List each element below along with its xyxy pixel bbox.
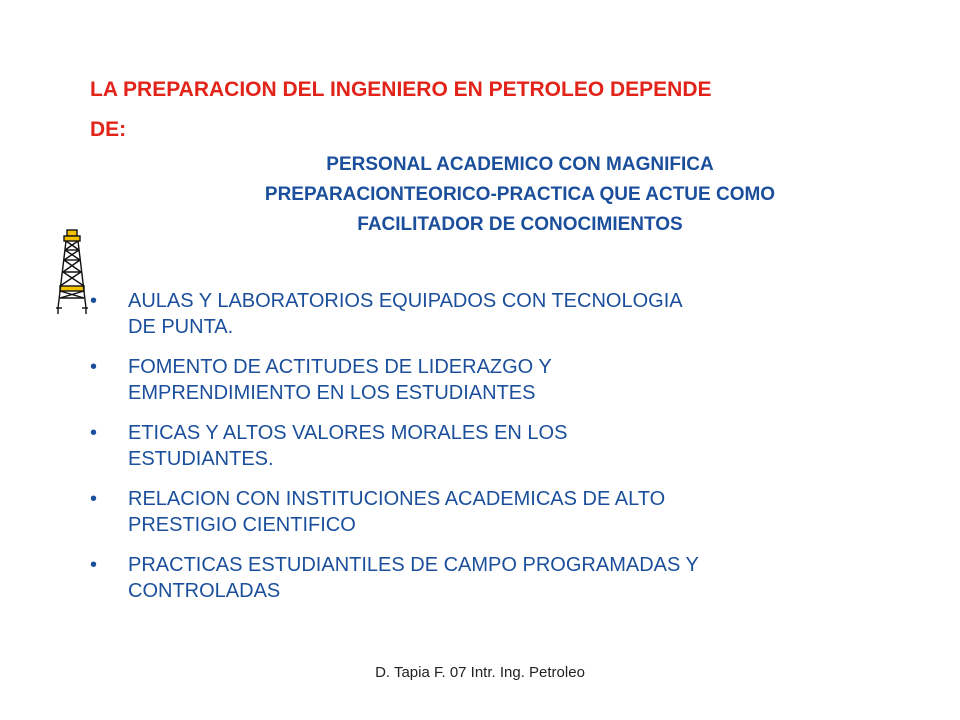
bullet-marker: • [90,290,98,312]
list-item-line-2: ESTUDIANTES. [128,448,274,470]
bullet-list [90,288,920,618]
subhead-line-2: PREPARACIONTEORICO-PRACTICA QUE ACTUE COMO [264,184,776,205]
oil-derrick-icon [54,228,90,314]
list-item-line-1: ETICAS Y ALTOS VALORES MORALES EN LOS [128,422,568,444]
list-item-line-1: FOMENTO DE ACTITUDES DE LIDERAZGO Y [128,356,552,378]
list-item-line-2: DE PUNTA. [128,316,234,338]
list-item-line-1: RELACION CON INSTITUCIONES ACADEMICAS DE ALTO [128,488,666,510]
list-item-line-2: CONTROLADAS [128,580,281,602]
list-item [90,486,920,538]
bullet-marker: • [90,356,98,378]
bullet-marker: • [90,554,98,576]
list-item [90,354,920,406]
list-item-line-2: EMPRENDIMIENTO EN LOS ESTUDIANTES [128,382,536,404]
heading-line-1: LA PREPARACION DEL INGENIERO EN PETROLEO DEPENDE [90,78,712,101]
subhead-line-1: PERSONAL ACADEMICO CON MAGNIFICA [326,154,714,175]
bullet-marker: • [90,422,98,444]
list-item [90,420,920,472]
slide-subheading [140,150,900,240]
bullet-marker: • [90,488,98,510]
list-item [90,552,920,604]
list-item [90,288,920,340]
heading-line-2: DE: [90,118,127,141]
list-item-line-1: PRACTICAS ESTUDIANTILES DE CAMPO PROGRAMADAS Y [128,554,699,576]
list-item-line-2: PRESTIGIO CIENTIFICO [128,514,356,536]
slide-footer: D. Tapia F. 07 Intr. Ing. Petroleo [375,664,585,681]
slide-heading [90,70,910,150]
subhead-line-3: FACILITADOR DE CONOCIMIENTOS [357,214,683,235]
list-item-line-1: AULAS Y LABORATORIOS EQUIPADOS CON TECNOLOGIA [128,290,683,312]
